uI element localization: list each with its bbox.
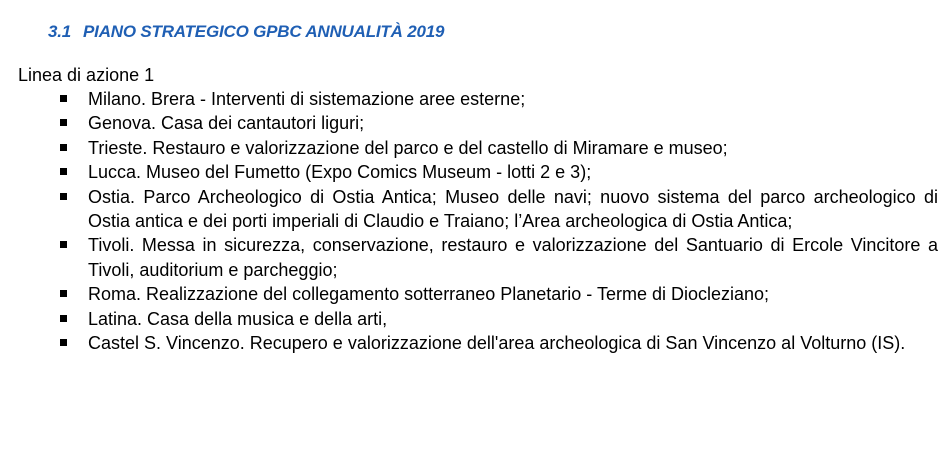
square-bullet-icon <box>60 339 67 346</box>
square-bullet-icon <box>60 168 67 175</box>
action-line-label: Linea di azione 1 <box>18 65 155 85</box>
list-item-text: Lucca. Museo del Fumetto (Expo Comics Museum - lotti 2 e 3); <box>88 162 592 183</box>
action-list <box>0 87 952 355</box>
list-item <box>0 282 952 306</box>
section-title: PIANO STRATEGICO GPBC ANNUALITÀ 2019 <box>83 22 445 41</box>
list-item <box>0 87 952 111</box>
list-item <box>0 185 952 234</box>
list-item-text: Milano. Brera - Interventi di sistemazione aree esterne; <box>88 89 526 109</box>
list-item-text: Tivoli. Messa in sicurezza, conservazione, restauro e valorizzazione del Santuario di Ercole Vincitore a Tivoli, auditorium e parcheggio; <box>88 235 938 280</box>
list-item-text: Latina. Casa della musica e della arti, <box>88 308 388 329</box>
list-item-text: Roma. Realizzazione del collegamento sotterraneo Planetario - Terme di Diocleziano; <box>88 284 770 305</box>
list-item-text: Ostia. Parco Archeologico di Ostia Antica; Museo delle navi; nuovo sistema del parco archeologico di Ostia antica e dei porti imperiali di Claudio e Traiano; l’Area archeologica di Ostia Antica; <box>88 186 938 232</box>
list-item <box>0 111 952 135</box>
section-heading <box>48 22 444 42</box>
list-item-text: Genova. Casa dei cantautori liguri; <box>88 113 365 134</box>
square-bullet-icon <box>60 315 67 322</box>
section-number: 3.1 <box>48 22 72 41</box>
list-item <box>0 307 952 331</box>
square-bullet-icon <box>60 95 67 102</box>
square-bullet-icon <box>60 193 67 200</box>
square-bullet-icon <box>60 241 67 248</box>
list-item <box>0 233 952 282</box>
list-item-text: Castel S. Vincenzo. Recupero e valorizzazione dell'area archeologica di San Vincenzo al Volturno (IS). <box>88 333 906 354</box>
list-item <box>0 331 952 355</box>
list-item-text: Trieste. Restauro e valorizzazione del parco e del castello di Miramare e museo; <box>88 137 728 158</box>
square-bullet-icon <box>60 290 67 297</box>
square-bullet-icon <box>60 119 67 126</box>
square-bullet-icon <box>60 144 67 151</box>
list-item <box>0 136 952 160</box>
list-item <box>0 160 952 184</box>
